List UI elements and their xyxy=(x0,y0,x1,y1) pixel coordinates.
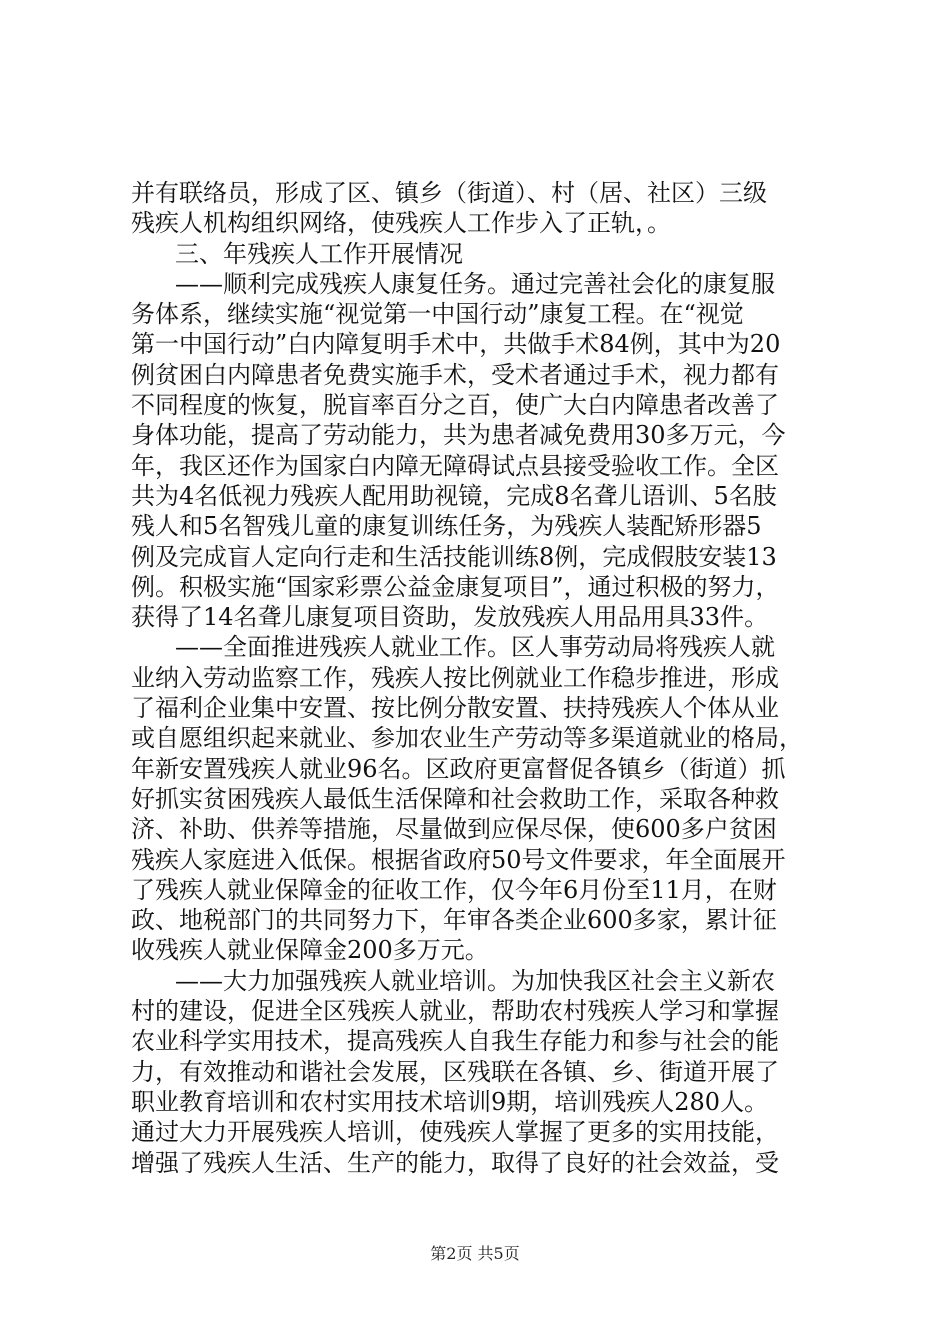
text-line: 获得了14名聋儿康复项目资助，发放残疾人用品用具33件。 xyxy=(131,603,769,632)
text-line: 或自愿组织起来就业、参加农业生产劳动等多渠道就业的格局， xyxy=(131,724,803,753)
text-line: 第一中国行动”白内障复明手术中，共做手术84例，其中为20 xyxy=(131,330,781,359)
text-line: 例贫困白内障患者免费实施手术，受术者通过手术，视力都有 xyxy=(131,360,779,389)
text-line: ——顺利完成残疾人康复任务。通过完善社会化的康复服 xyxy=(175,269,775,298)
text-line: 不同程度的恢复，脱盲率百分之百，使广大白内障患者改善了 xyxy=(131,391,779,420)
text-line: 收残疾人就业保障金200多万元。 xyxy=(131,936,489,965)
text-line: 例及完成盲人定向行走和生活技能训练8例，完成假肢安装13 xyxy=(131,542,777,571)
text-line: 并有联络员，形成了区、镇乡（街道）、村（居、社区）三级 xyxy=(131,179,767,207)
text-line: 好抓实贫困残疾人最低生活保障和社会救助工作，采取各种救 xyxy=(131,784,779,813)
text-line: 通过大力开展残疾人培训，使残疾人掌握了更多的实用技能， xyxy=(131,1118,779,1147)
text-line: 三、年残疾人工作开展情况 xyxy=(175,239,463,268)
text-line: 残疾人家庭进入低保。根据省政府50号文件要求，年全面展开 xyxy=(131,845,786,874)
text-line: 残疾人机构组织网络，使残疾人工作步入了正轨，。 xyxy=(131,209,671,238)
text-line: 力，有效推动和谐社会发展，区残联在各镇、乡、街道开展了 xyxy=(131,1057,779,1086)
text-line: 年新安置残疾人就业96名。区政府更富督促各镇乡（街道）抓 xyxy=(131,754,786,783)
text-line: 农业科学实用技术，提高残疾人自我生存能力和参与社会的能 xyxy=(131,1027,779,1056)
page-footer: 第2页 共5页 xyxy=(430,1244,520,1263)
document-body xyxy=(131,178,831,1178)
text-line: 职业教育培训和农村实用技术培训9期，培训残疾人280人。 xyxy=(131,1087,769,1116)
text-line: 身体功能，提高了劳动能力，共为患者减免费用30多万元，今 xyxy=(131,421,786,450)
text-line: 济、补助、供养等措施，尽量做到应保尽保，使600多户贫困 xyxy=(131,815,777,844)
text-line: 共为4名低视力残疾人配用助视镜，完成8名聋儿语训、5名肢 xyxy=(131,481,777,510)
text-line: 村的建设，促进全区残疾人就业，帮助农村残疾人学习和掌握 xyxy=(131,997,779,1026)
text-line: 年，我区还作为国家白内障无障碍试点县接受验收工作。全区 xyxy=(131,451,779,480)
text-line: 政、地税部门的共同努力下，年审各类企业600多家，累计征 xyxy=(131,906,777,935)
text-line: ——大力加强残疾人就业培训。为加快我区社会主义新农 xyxy=(175,966,775,995)
text-line: 例。积极实施“国家彩票公益金康复项目”，通过积极的努力， xyxy=(131,572,780,601)
text-line: 业纳入劳动监察工作，残疾人按比例就业工作稳步推进，形成 xyxy=(131,663,779,692)
text-line: 了残疾人就业保障金的征收工作，仅今年6月份至11月，在财 xyxy=(131,875,777,904)
text-line: 残人和5名智残儿童的康复训练任务，为残疾人装配矫形器5 xyxy=(131,512,762,541)
text-line: ——全面推进残疾人就业工作。区人事劳动局将残疾人就 xyxy=(175,633,775,662)
text-line: 了福利企业集中安置、按比例分散安置、扶持残疾人个体从业 xyxy=(131,694,779,723)
text-line: 务体系，继续实施“视觉第一中国行动”康复工程。在“视觉 xyxy=(131,300,744,329)
text-line: 增强了残疾人生活、生产的能力，取得了良好的社会效益，受 xyxy=(131,1148,779,1177)
